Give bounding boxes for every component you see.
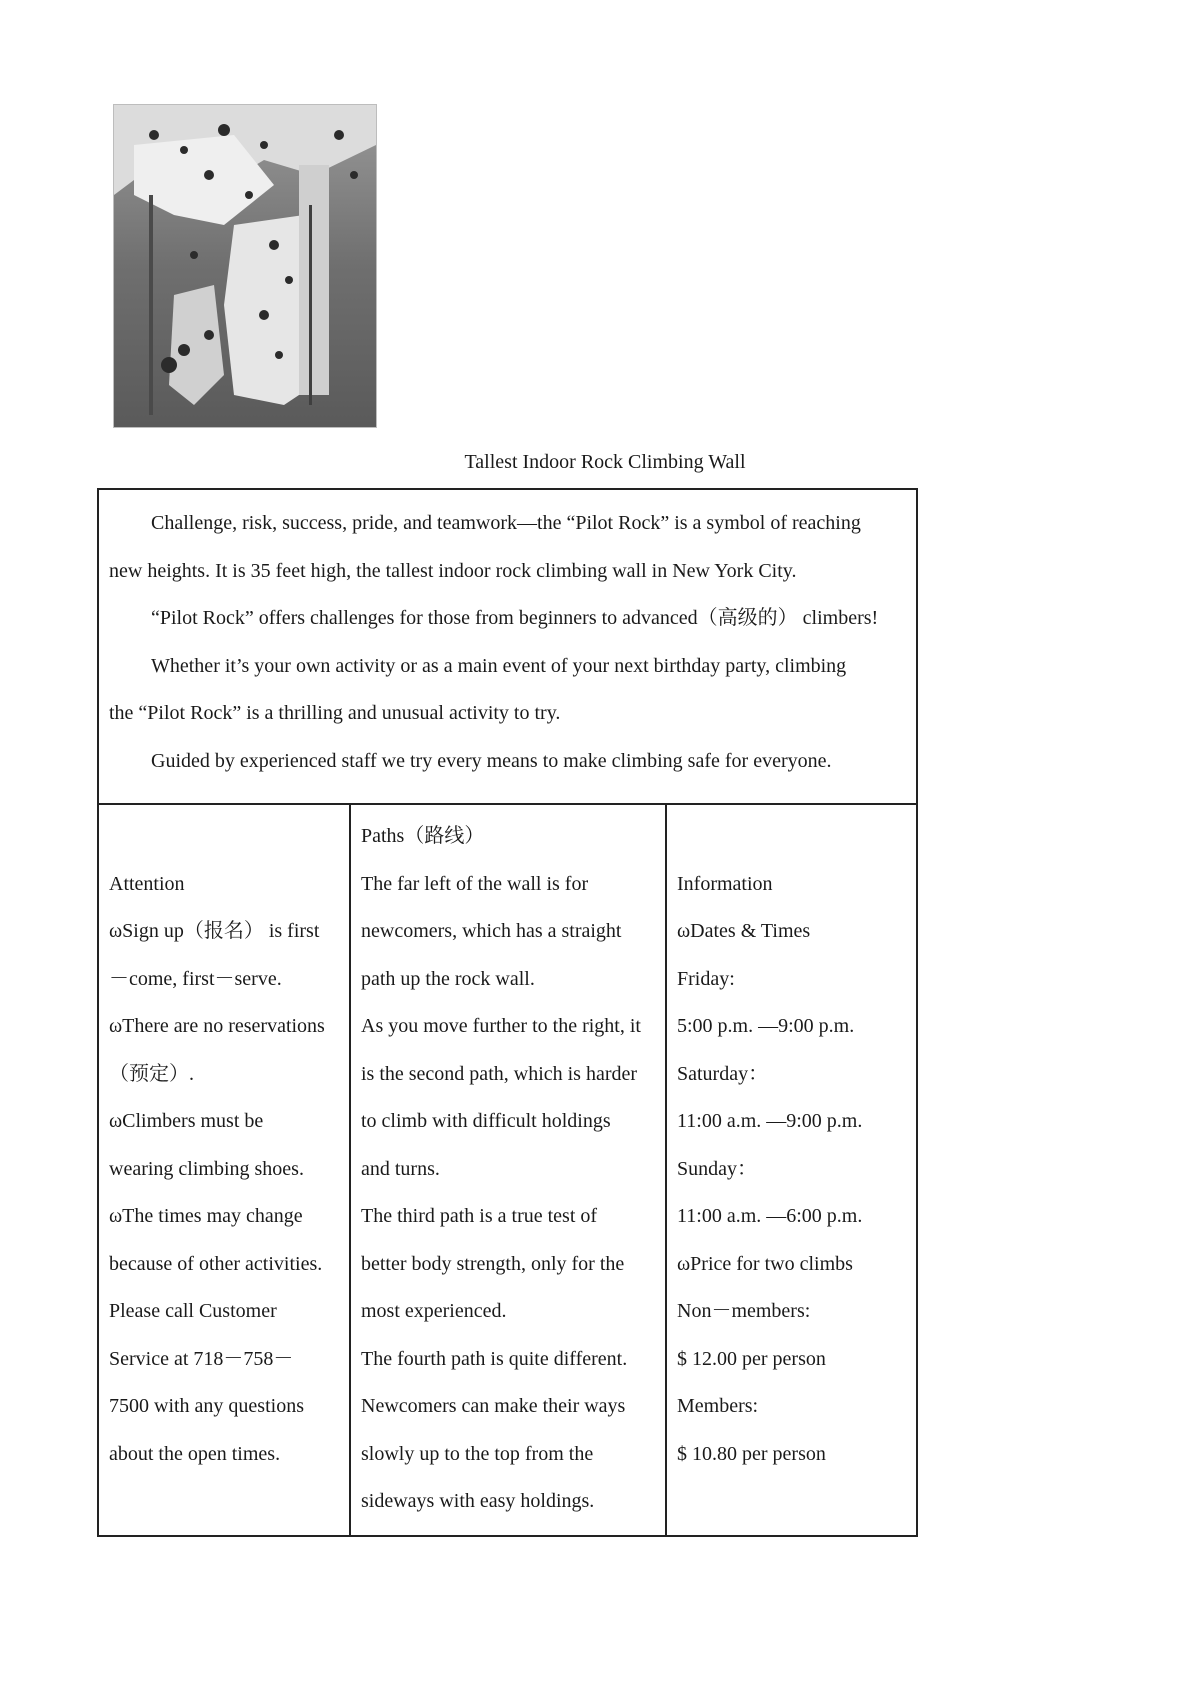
paths-line: is the second path, which is harder [361, 1062, 638, 1085]
attention-heading: Attention [109, 872, 185, 895]
paths-column [351, 803, 667, 1535]
attention-line: ωThere are no reservations [109, 1015, 325, 1037]
attention-line: because of other activities. [109, 1252, 323, 1275]
attention-column [99, 803, 351, 1535]
paths-line: to climb with difficult holdings [361, 1110, 611, 1132]
paths-line: The fourth path is quite different. [361, 1347, 628, 1370]
information-line: ωPrice for two climbs [677, 1252, 853, 1275]
information-line: Friday: [677, 967, 735, 990]
paths-line: slowly up to the top from the [361, 1442, 594, 1465]
information-line: $ 10.80 per person [677, 1442, 826, 1465]
information-heading: Information [677, 872, 773, 895]
attention-line: wearing climbing shoes. [109, 1157, 304, 1180]
intro-box [97, 488, 918, 805]
paths-line: and turns. [361, 1157, 440, 1180]
paths-line: path up the rock wall. [361, 967, 535, 990]
document-title: Tallest Indoor Rock Climbing Wall [464, 451, 746, 473]
climbing-wall-photo [113, 104, 377, 428]
information-line: 11:00 a.m. —6:00 p.m. [677, 1205, 863, 1227]
information-column [667, 803, 916, 1535]
information-line: Members: [677, 1395, 759, 1417]
information-line: 5:00 p.m. —9:00 p.m. [677, 1015, 855, 1037]
information-line: Sunday： [677, 1157, 757, 1180]
paths-line: sideways with easy holdings. [361, 1490, 595, 1512]
climbing-wall-illustration [114, 105, 376, 427]
intro-paragraph-1-line-1: Challenge, risk, success, pride, and teamwork—the “Pilot Rock” is a symbol of reaching [151, 512, 861, 534]
info-table [97, 803, 918, 1537]
intro-paragraph-4: Guided by experienced staff we try every means to make climbing safe for everyone. [151, 749, 832, 772]
information-line: $ 12.00 per person [677, 1347, 826, 1370]
attention-line: Please call Customer [109, 1300, 277, 1322]
attention-line: －come, first－serve. [109, 967, 282, 990]
information-line: 11:00 a.m. —9:00 p.m. [677, 1110, 863, 1132]
paths-line: As you move further to the right, it [361, 1015, 641, 1037]
intro-paragraph-2: “Pilot Rock” offers challenges for those from beginners to advanced（高级的） climbers! [151, 607, 879, 629]
intro-paragraph-3-line-1: Whether it’s your own activity or as a main event of your next birthday party, climbing [151, 654, 847, 677]
spacer [677, 813, 906, 861]
paths-line: most experienced. [361, 1300, 507, 1322]
attention-line: Service at 718－758－ [109, 1347, 294, 1370]
information-line: Non－members: [677, 1300, 811, 1322]
information-line: ωDates & Times [677, 920, 811, 942]
paths-line: Newcomers can make their ways [361, 1395, 626, 1417]
attention-line: 7500 with any questions [109, 1395, 304, 1417]
attention-line: ωClimbers must be [109, 1110, 264, 1132]
paths-heading: Paths（路线） [361, 825, 485, 847]
intro-paragraph-1-line-2: new heights. It is 35 feet high, the tallest indoor rock climbing wall in New York City. [109, 559, 797, 582]
paths-line: newcomers, which has a straight [361, 920, 622, 942]
information-line: Saturday： [677, 1062, 769, 1085]
paths-line: The third path is a true test of [361, 1205, 598, 1227]
attention-line: ωThe times may change [109, 1205, 303, 1227]
intro-paragraph-3-line-2: the “Pilot Rock” is a thrilling and unusual activity to try. [109, 702, 561, 724]
attention-line: about the open times. [109, 1442, 281, 1465]
attention-line: ωSign up（报名） is first [109, 920, 320, 942]
paths-line: better body strength, only for the [361, 1252, 625, 1275]
spacer [109, 813, 339, 861]
attention-line: （预定）. [109, 1062, 194, 1085]
paths-line: The far left of the wall is for [361, 872, 589, 895]
